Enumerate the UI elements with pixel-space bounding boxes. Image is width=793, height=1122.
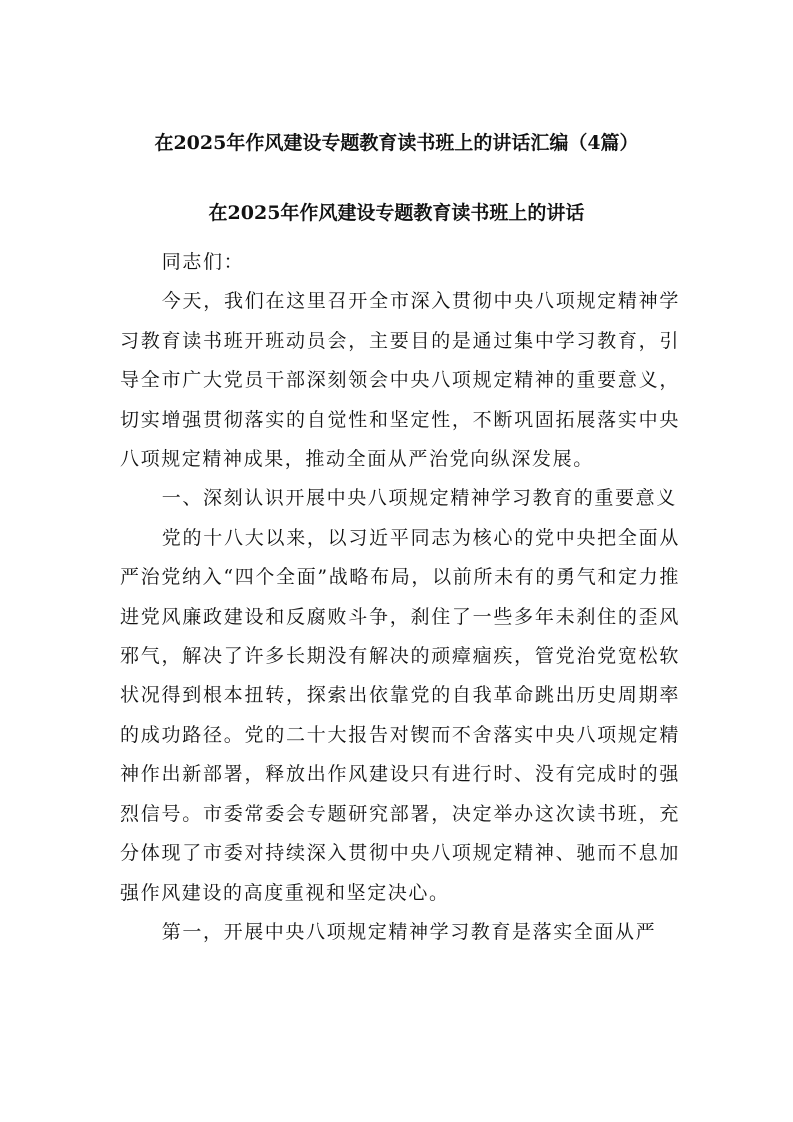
document-body	[120, 243, 680, 952]
paragraph-first-point: 第一，开展中央八项规定精神学习教育是落实全面从严	[161, 920, 657, 943]
salutation: 同志们：	[161, 251, 245, 273]
paragraph-intro: 今天，我们在这里召开全市深入贯彻中央八项规定精神学习教育读书班开班动员会，主要目的是通过集中学习教育，引导全市广大党员干部深刻领会中央八项规定精神的重要意义，切实增强贯彻落实的自觉性和坚定性，不断巩固拓展落实中央八项规定精神成果，推动全面从严治党向纵深发展。	[120, 290, 680, 471]
paragraph-background: 党的十八大以来，以习近平同志为核心的党中央把全面从严治党纳入“四个全面”战略布局，以前所未有的勇气和定力推进党风廉政建设和反腐败斗争，刹住了一些多年未刹住的歪风邪气，解决了许多长期没有解决的顽瘴痼疾，管党治党宽松软状况得到根本扭转，探索出依靠党的自我革命跳出历史周期率的成功路径。党的二十大报告对锲而不舍落实中央八项规定精神作出新部署，释放出作风建设只有进行时、没有完成时的强烈信号。市委常委会专题研究部署，决定举办这次读书班，充分体现了市委对持续深入贯彻中央八项规定精神、驰而不息加强作风建设的高度重视和坚定决心。	[120, 526, 680, 904]
document-title: 在2025年作风建设专题教育读书班上的讲话汇编（4篇）	[154, 132, 639, 154]
heading-part-one: 一、深刻认识开展中央八项规定精神学习教育的重要意义	[161, 487, 677, 510]
section-title: 在2025年作风建设专题教育读书班上的讲话	[208, 202, 585, 224]
